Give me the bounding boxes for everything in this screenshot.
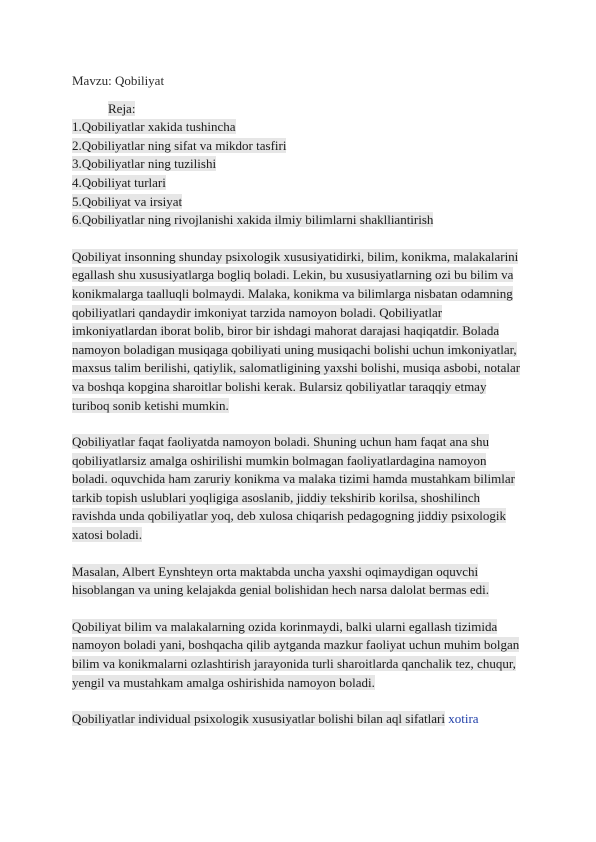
xotira-link[interactable]: xotira (448, 711, 479, 727)
paragraph: Qobiliyat insonning shunday psixologik xususiyatidirki, bilim, konikma, malakalarini egallash shu xususiyatlarga bogliq boladi. Lekin, bu xususiyatlarning ozi bu bilim va konikmalarga taalluqli bolmaydi. Malaka, konikma va bilimlarga nisbatan odamning qobiliyatlari qandaydir imkoniyat tarzida namoyon boladi. Qobiliyatlar imkoniyatlardan iborat bolib, biror bir ishdagi mahorat darajasi haqiqatdir. Bolada namoyon boladigan musiqaga qobiliyati uning musiqachi bolishi uchun imkoniyatlar, maxsus talim berilishi, qatiylik, salomatligining yaxshi bolishi, musiqa asbobi, notalar va boshqa kopgina sharoitlar bolishi kerak. Bularsiz qobiliyatlar taraqqiy etmay turiboq sonib ketishi mumkin. (72, 248, 521, 413)
plan-item: 1.Qobiliyatlar xakida tushincha (72, 119, 236, 135)
paragraph-last: Qobiliyatlar individual psixologik xususiyatlar bolishi bilan aql sifatlari xotira (72, 711, 479, 727)
document-body (72, 72, 524, 729)
plan-item: 4.Qobiliyat turlari (72, 174, 166, 190)
plan-item: 5.Qobiliyat va irsiyat (72, 193, 183, 209)
plan-heading-text: Reja: (108, 100, 136, 116)
paragraph: Qobiliyatlar faqat faoliyatda namoyon boladi. Shuning uchun ham faqat ana shu qobiliyatlarsiz amalga oshirilishi mumkin bolmagan faoliyatlardagina namoyon boladi. oquvchida ham zaruriy konikma va malaka tizimi hamda mustahkam bilimlar tarkib topish uslublari yoqligiga asoslanib, jiddiy tekshirib korilsa, shoshilinch ravishda unda qobiliyatlar yoq, deb xulosa chiqarish pedagogning jiddiy psixologik xatosi boladi. (72, 434, 515, 543)
plan-heading (108, 100, 524, 119)
plan-list (72, 118, 524, 230)
paragraph: Qobiliyat bilim va malakalarning ozida korinmaydi, balki ularni egallash tizimida namoyon boladi yani, boshqacha qilib aytganda mazkur faoliyat uchun muhim bolgan bilim va konikmalarni ozlashtirish jarayonida turli sharoitlarda qanchalik tez, chuqur, yengil va mustahkam amalga oshirishida namoyon boladi. (72, 618, 520, 690)
plan-item: 3.Qobiliyatlar ning tuzilishi (72, 156, 217, 172)
document-title: Mavzu: Qobiliyat (72, 73, 165, 88)
paragraph: Masalan, Albert Eynshteyn orta maktabda uncha yaxshi oqimaydigan oquvchi hisoblangan va uning kelajakda genial bolishidan hech narsa dalolat bermas edi. (72, 563, 489, 598)
plan-item: 6.Qobiliyatlar ning rivojlanishi xakida ilmiy bilimlarni shaklliantirish (72, 212, 434, 228)
plan-item: 2.Qobiliyatlar ning sifat va mikdor tasfiri (72, 137, 287, 153)
